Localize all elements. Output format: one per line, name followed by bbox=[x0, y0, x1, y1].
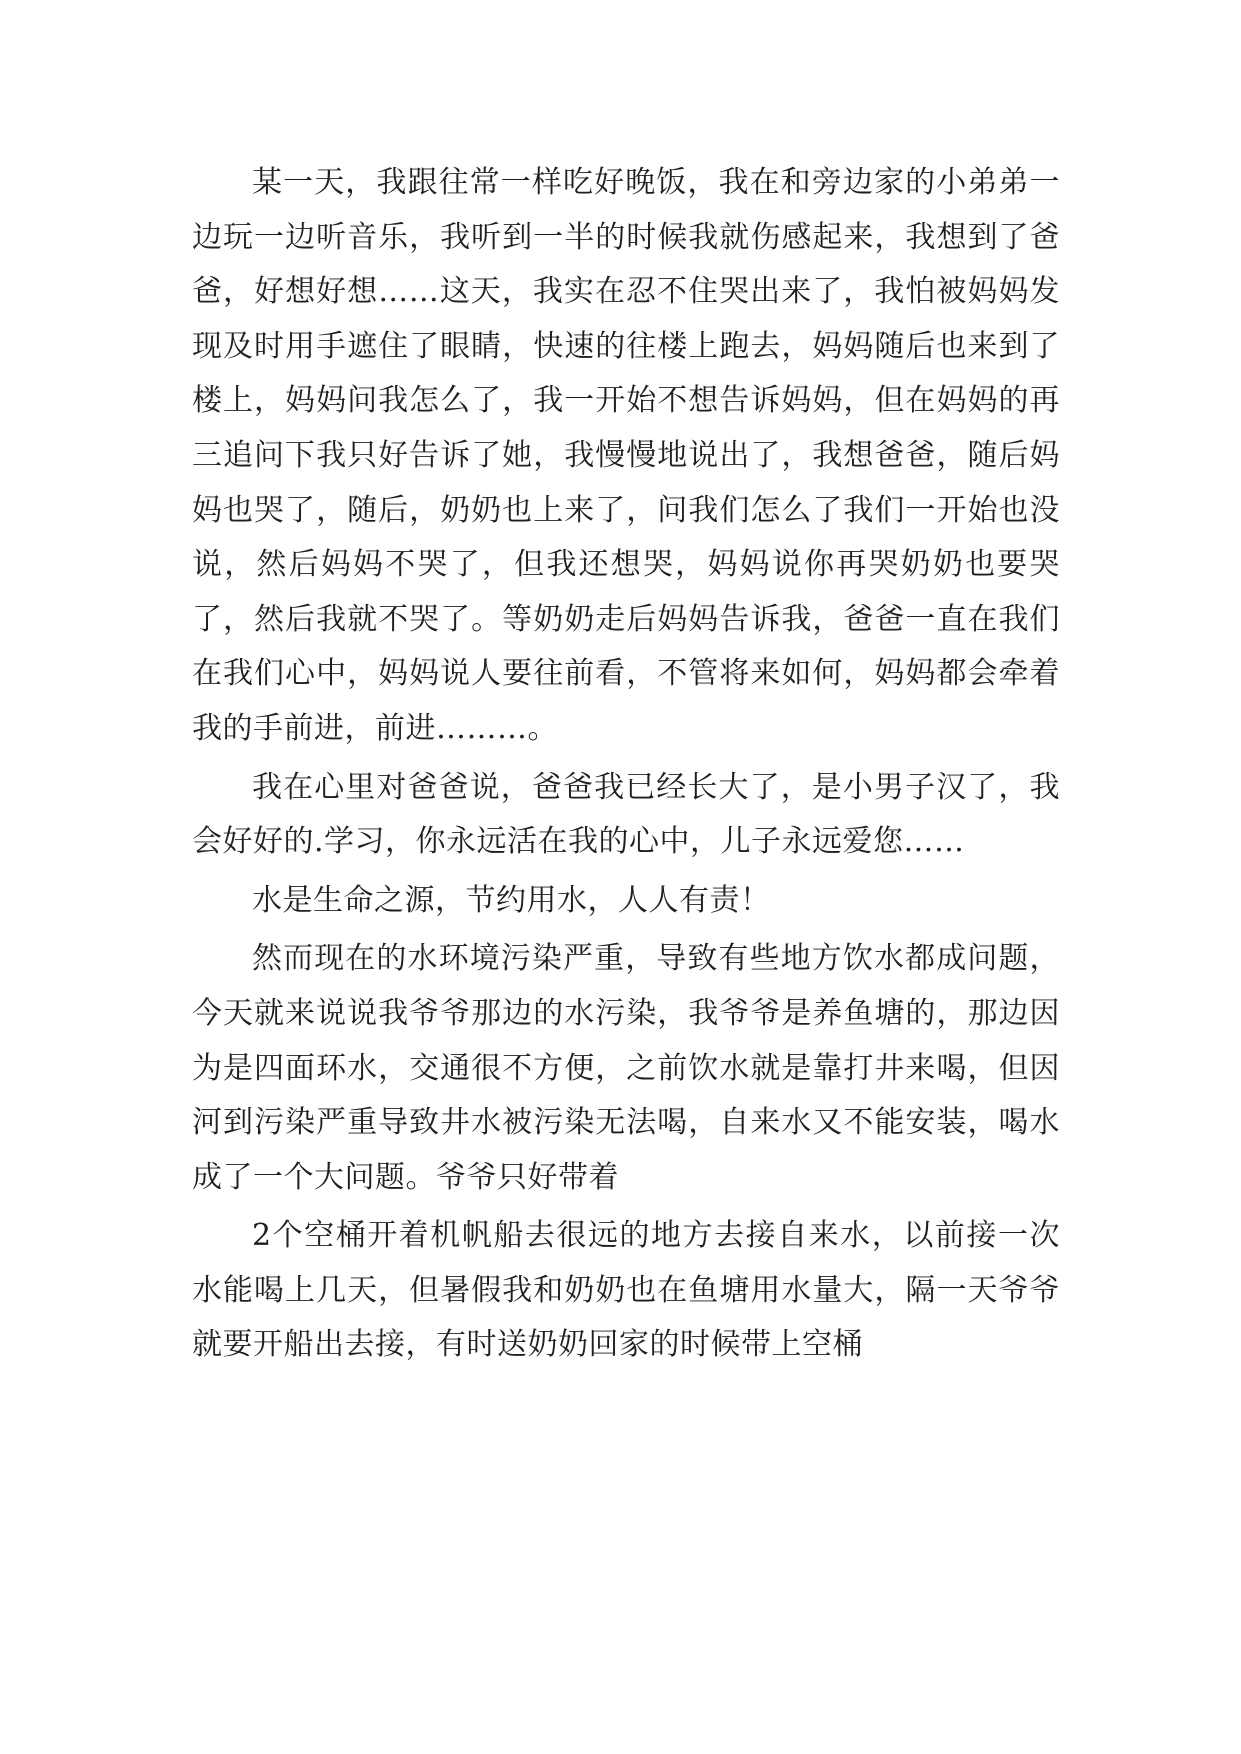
paragraph: 水是生命之源，节约用水，人人有责！ bbox=[252, 882, 771, 918]
document-body bbox=[192, 156, 1060, 1377]
paragraph: 2个空桶开着机帆船去很远的地方去接自来水，以前接一次水能喝上几天，但暑假我和奶奶也在鱼塘用水量大，隔一天爷爷就要开船出去接，有时送奶奶回家的时候带上空桶 bbox=[192, 1218, 1060, 1363]
paragraph: 某一天，我跟往常一样吃好晚饭，我在和旁边家的小弟弟一边玩一边听音乐，我听到一半的时候我就伤感起来，我想到了爸爸，好想好想……这天，我实在忍不住哭出来了，我怕被妈妈发现及时用手遮住了眼睛，快速的往楼上跑去，妈妈随后也来到了楼上，妈妈问我怎么了，我一开始不想告诉妈妈，但在妈妈的再三追问下我只好告诉了她，我慢慢地说出了，我想爸爸，随后妈妈也哭了，随后，奶奶也上来了，问我们怎么了我们一开始也没说，然后妈妈不哭了，但我还想哭，妈妈说你再哭奶奶也要哭了，然后我就不哭了。等奶奶走后妈妈告诉我，爸爸一直在我们在我们心中，妈妈说人要往前看，不管将来如何，妈妈都会牵着我的手前进，前进………。 bbox=[192, 165, 1060, 746]
paragraph: 我在心里对爸爸说，爸爸我已经长大了，是小男子汉了，我会好好的.学习，你永远活在我的心中，儿子永远爱您…… bbox=[192, 769, 1060, 860]
paragraph: 然而现在的水环境污染严重，导致有些地方饮水都成问题，今天就来说说我爷爷那边的水污染，我爷爷是养鱼塘的，那边因为是四面环水，交通很不方便，之前饮水就是靠打井来喝，但因河到污染严重导致井水被污染无法喝，自来水又不能安装，喝水成了一个大问题。爷爷只好带着 bbox=[192, 941, 1060, 1195]
